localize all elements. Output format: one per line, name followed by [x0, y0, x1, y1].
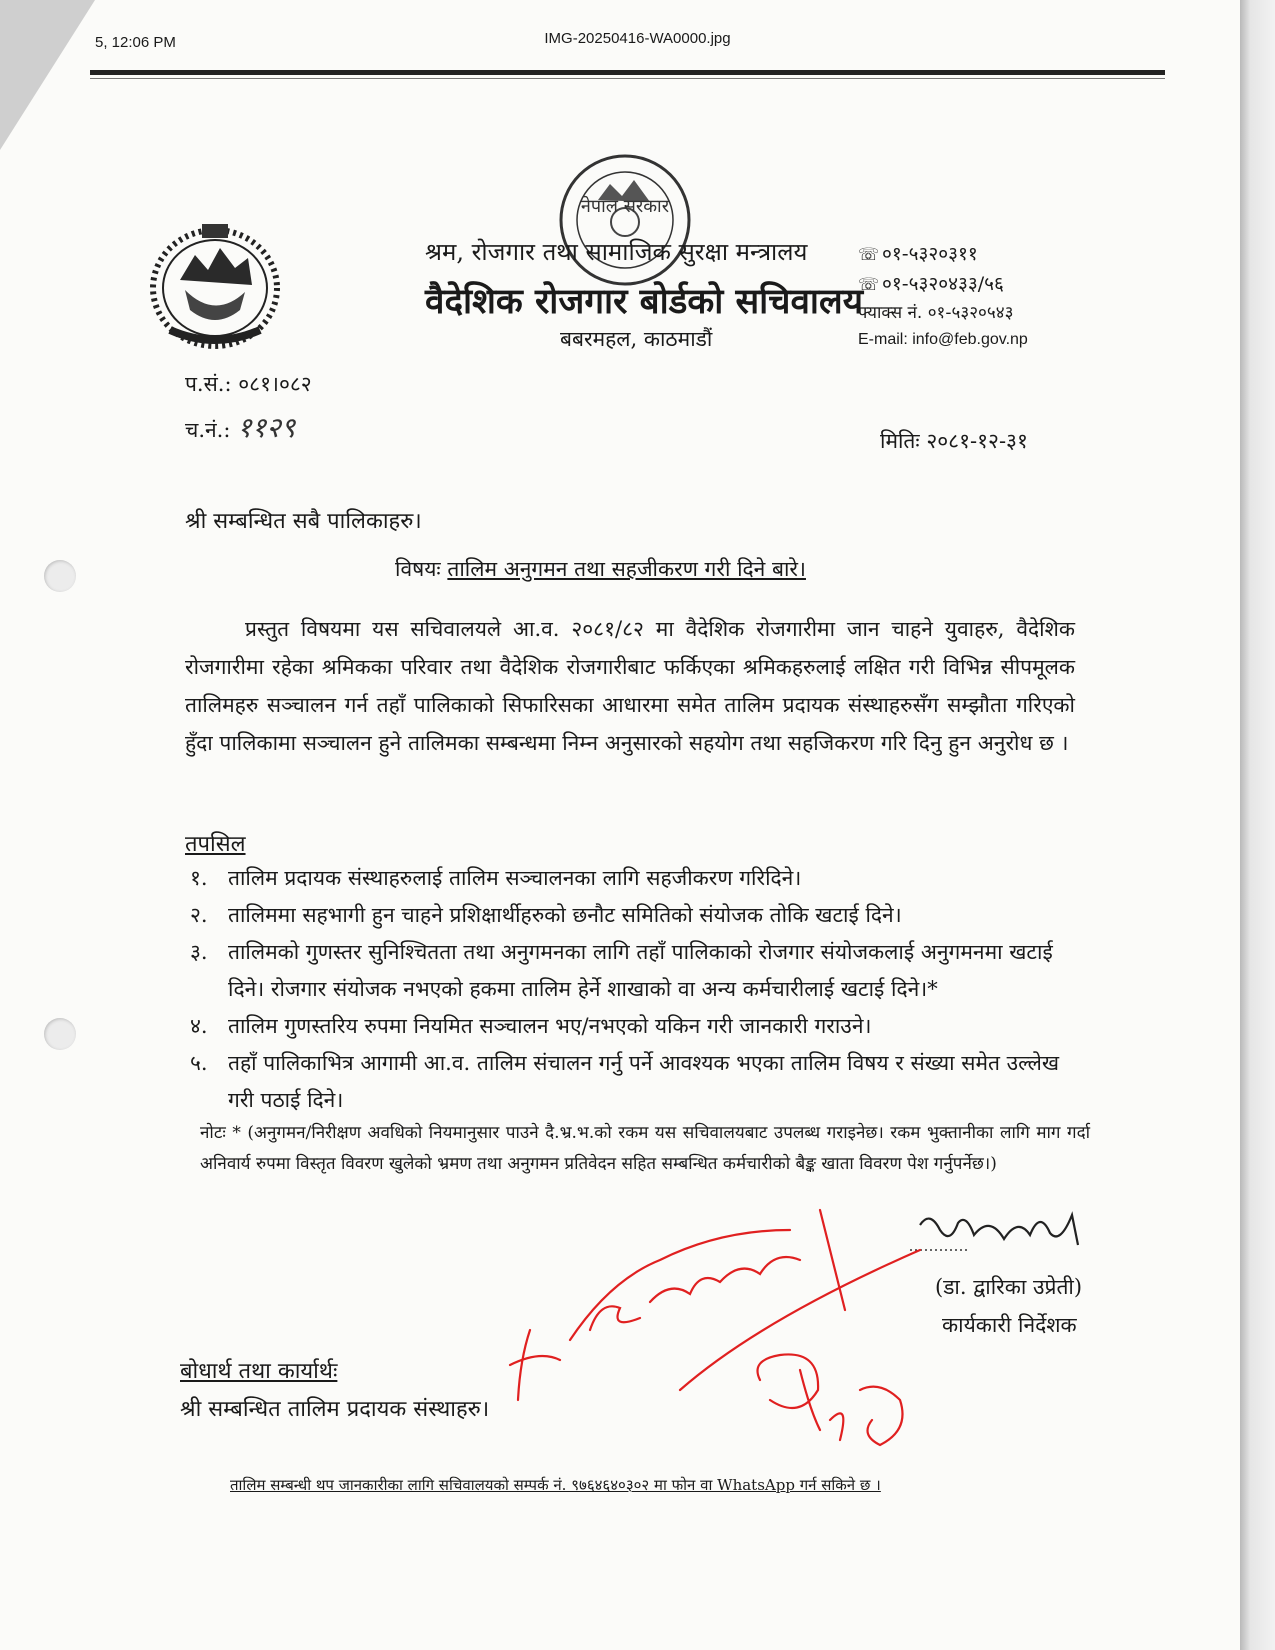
- print-filename: IMG-20250416-WA0000.jpg: [544, 30, 731, 47]
- header-rule-thin: [90, 78, 1165, 79]
- seal-text: नेपाल सरकार: [580, 196, 670, 217]
- schedule-title: तपसिल: [185, 832, 246, 857]
- footer-contact-note: तालिम सम्बन्धी थप जानकारीका लागि सचिवालयको सम्पर्क नं. ९७६४६४०३०२ मा फोन वा WhatsApp गर्न सकिने छ ।: [230, 1476, 881, 1494]
- dispatch-number: [185, 408, 295, 446]
- dispatch-number-value: ११२९: [237, 411, 296, 444]
- phone-2: ०१-५३२०४३३/५६: [882, 273, 1004, 295]
- schedule-list: [185, 860, 1085, 1119]
- page-edge-shadow: [1240, 0, 1275, 1650]
- letter-number-value: ०८१।०८२: [238, 372, 312, 396]
- letter-date: [880, 427, 1028, 455]
- phone-1: ०१-५३२०३११: [882, 243, 978, 265]
- subject-line: [395, 555, 806, 583]
- date-value: २०८१-१२-३१: [926, 429, 1028, 453]
- email-address: E-mail: info@feb.gov.np: [858, 331, 1028, 348]
- cc-recipient: श्री सम्बन्धित तालिम प्रदायक संस्थाहरु।: [180, 1397, 490, 1422]
- list-item: ३. तालिमको गुणस्तर सुनिश्चितता तथा अनुगमनका लागि तहाँ पालिकाको रोजगार संयोजकलाई अनुगमनमा खटाई दिने। रोजगार संयोजक नभएको हकमा तालिम हेर्ने शाखाको वा अन्य कर्मचारीलाई खटाई दिने।*: [190, 940, 1053, 1001]
- list-item: ५. तहाँ पालिकाभित्र आगामी आ.व. तालिम संचालन गर्नु पर्ने आवश्यक भएका तालिम विषय र संख्या समेत उल्लेख गरी पठाई दिने।: [190, 1051, 1060, 1112]
- list-item: २. तालिममा सहभागी हुन चाहने प्रशिक्षार्थीहरुको छनौट समितिको संयोजक तोकि खटाई दिने।: [190, 903, 902, 927]
- punch-hole: [44, 1018, 76, 1050]
- office-name: वैदेशिक रोजगार बोर्डको सचिवालय: [425, 281, 864, 322]
- letter-number: [185, 370, 312, 398]
- dispatch-number-label: च.नं.:: [185, 418, 231, 442]
- signatory-title: कार्यकारी निर्देशक: [942, 1313, 1077, 1337]
- ministry-name: श्रम, रोजगार तथा सामाजिक सुरक्षा मन्त्रालय: [425, 238, 808, 266]
- subject-label: विषयः: [395, 557, 441, 581]
- date-label: मितिः: [880, 429, 920, 453]
- list-item: ४. तालिम गुणस्तरिय रुपमा नियमित सञ्चालन भए/नभएको यकिन गरी जानकारी गराउने।: [190, 1014, 872, 1038]
- phone-icon: ☏: [858, 275, 880, 295]
- punch-hole: [44, 560, 76, 592]
- body-paragraph: प्रस्तुत विषयमा यस सचिवालयले आ.व. २०८१/८२ मा वैदेशिक रोजगारीमा जान चाहने युवाहरु, वैदेशिक रोजगारीमा रहेका श्रमिकका परिवार तथा वैदेशिक रोजगारीबाट फर्किएका श्रमिकहरुलाई लक्षित गरी विभिन्न सीपमूलक तालिमहरु सञ्चालन गर्न तहाँ पालिकाको सिफारिसका आधारमा समेत तालिम प्रदायक संस्थाहरुसँग सम्झौता गरिएको हुँदा पालिकामा सञ्चालन हुने तालिमका सम्बन्धमा निम्न अनुसारको सहयोग तथा सहजिकरण गरि दिनु हुन अनुरोध छ ।: [185, 617, 1075, 755]
- phone-line-1: [858, 240, 978, 266]
- footnote: नोटः * (अनुगमन/निरीक्षण अवधिको नियमानुसार पाउने दै.भ्र.भ.को रकम यस सचिवालयबाट उपलब्ध गराइनेछ। रकम भुक्तानीका लागि माग गर्दा अनिवार्य रुपमा विस्तृत विवरण खुलेको भ्रमण तथा अनुगमन प्रतिवेदन सहित सम्बन्धित कर्मचारीको बैङ्क खाता विवरण पेश गर्नुपर्नेछ।): [200, 1123, 1090, 1174]
- header-rule: [90, 70, 1165, 75]
- signatory-name: (डा. द्वारिका उप्रेती): [935, 1275, 1083, 1299]
- subject-text: तालिम अनुगमन तथा सहजीकरण गरी दिने बारे।: [447, 557, 806, 581]
- list-item: १. तालिम प्रदायक संस्थाहरुलाई तालिम सञ्चालनका लागि सहजीकरण गरिदिने।: [190, 866, 802, 890]
- addressee: श्री सम्बन्धित सबै पालिकाहरु।: [185, 509, 422, 534]
- fax-number: फ्याक्स नं. ०१-५३२०५४३: [858, 303, 1014, 323]
- phone-line-2: [858, 270, 1004, 296]
- cc-title: बोधार्थ तथा कार्यार्थः: [180, 1359, 338, 1384]
- national-emblem-icon: [140, 210, 290, 355]
- department-seal-stamp: [550, 150, 700, 290]
- print-time: 5, 12:06 PM: [95, 34, 176, 51]
- red-pen-annotation: [500, 1190, 940, 1460]
- office-address: बबरमहल, काठमाडौं: [560, 327, 713, 351]
- letter-number-label: प.सं.:: [185, 372, 232, 396]
- phone-icon: ☏: [858, 245, 880, 265]
- folded-corner: [0, 0, 95, 150]
